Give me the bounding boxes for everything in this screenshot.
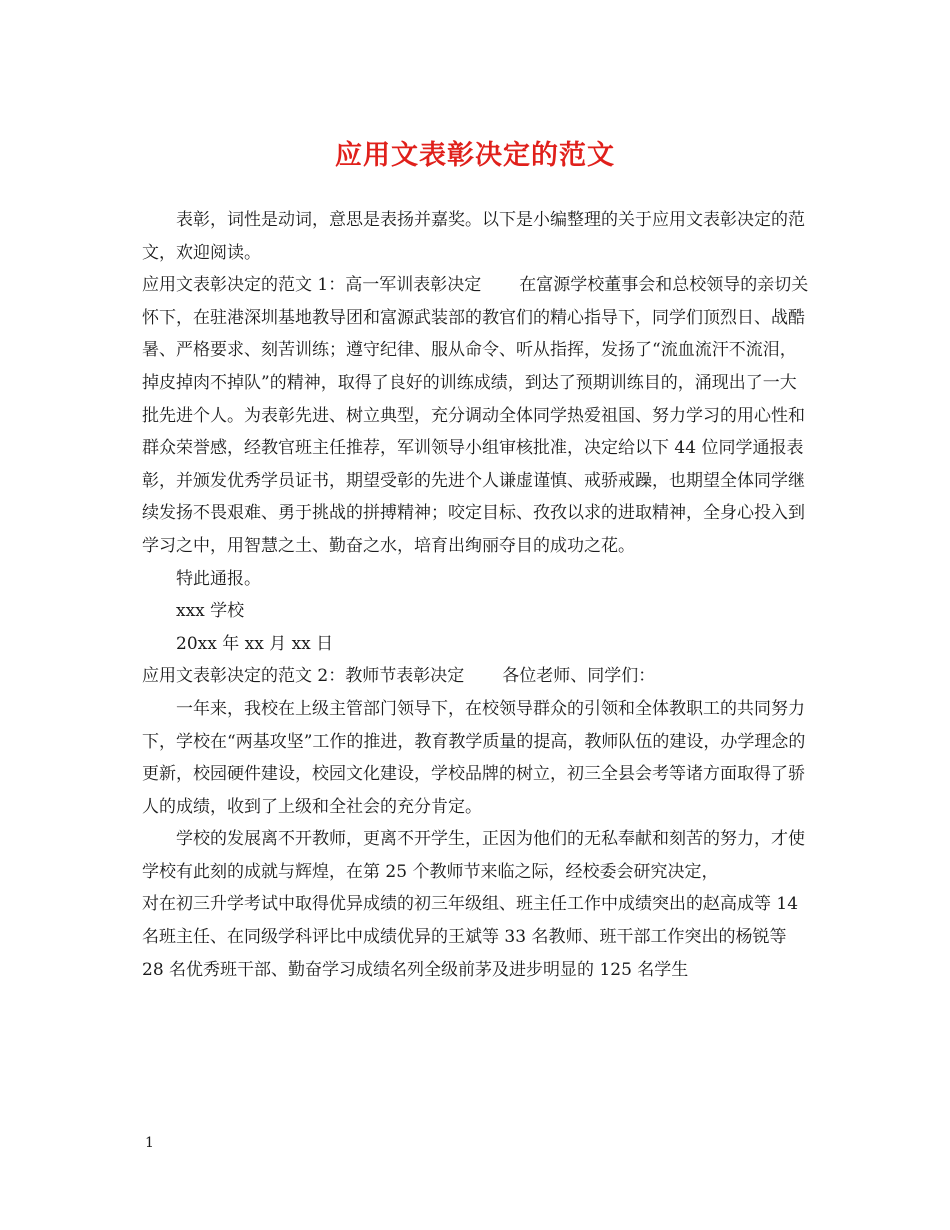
sample1-closing: 特此通报。 xyxy=(176,568,261,589)
sample2-salutation: 各位老师、同学们： xyxy=(502,666,656,687)
document-body xyxy=(142,204,810,986)
page-number: 1 xyxy=(145,1135,154,1151)
sample2-paragraph-1: 一年来，我校在上级主管部门领导下，在校领导群众的引领和全体教职工的共同努力下，学校在“两基攻坚”工作的推进，教育教学质量的提高，教师队伍的建设，办学理念的更新，校园硬件建设，校园文化建设，学校品牌的树立，初三全县会考等诸方面取得了骄人的成绩，收到了上级和全社会的充分肯定。 xyxy=(142,698,806,817)
sample1-paragraph xyxy=(142,269,810,562)
sample1-signature: xxx 学校 xyxy=(176,601,245,622)
sample2-heading-line xyxy=(142,660,810,693)
intro-paragraph: 表彰，词性是动词，意思是表扬并嘉奖。以下是小编整理的关于应用文表彰决定的范文，欢迎阅读。 xyxy=(142,210,805,263)
sample2-paragraph-2-line-1: 学校的发展离不开教师，更离不开学生，正因为他们的无私奉献和刻苦的努力，才使学校有此刻的成就与辉煌，在第 25 个教师节来临之际，经校委会研究决定， xyxy=(142,829,805,882)
sample2-paragraph-2-rest: 对在初三升学考试中取得优异成绩的初三年级组、班主任工作中成绩突出的赵高成等 14 名班主任、在同级学科评比中成绩优异的王斌等 33 名教师、班干部工作突出的杨锐等 28 名优秀班干部、勤奋学习成绩名列全级前茅及进步明显的 125 名学生 xyxy=(142,894,799,980)
sample1-heading: 应用文表彰决定的范文 1：高一军训表彰决定 xyxy=(142,275,482,296)
page-title: 应用文表彰决定的范文 xyxy=(335,140,615,171)
sample1-body: 在富源学校董事会和总校领导的亲切关怀下，在驻港深圳基地教导团和富源武装部的教官们的精心指导下，同学们顶烈日、战酷暑、严格要求、刻苦训练；遵守纪律、服从命令、听从指挥，发扬了“流血流汗不流泪，掉皮掉肉不掉队”的精神，取得了良好的训练成绩，到达了预期训练目的，涌现出了一大批先进个人。为表彰先进、树立典型，充分调动全体同学热爱祖国、努力学习的用心性和群众荣誉感，经教官班主任推荐，军训领导小组审核批准，决定给以下 44 位同学通报表彰，并颁发优秀学员证书，期望受彰的先进个人谦虚谨慎、戒骄戒躁，也期望全体同学继续发扬不畏艰难、勇于挑战的拼搏精神；咬定目标、孜孜以求的进取精神，全身心投入到学习之中，用智慧之土、勤奋之水，培育出绚丽夺目的成功之花。 xyxy=(142,275,809,556)
sample2-heading: 应用文表彰决定的范文 2：教师节表彰决定 xyxy=(142,666,465,687)
sample1-date: 20xx 年 xx 月 xx 日 xyxy=(176,633,334,654)
